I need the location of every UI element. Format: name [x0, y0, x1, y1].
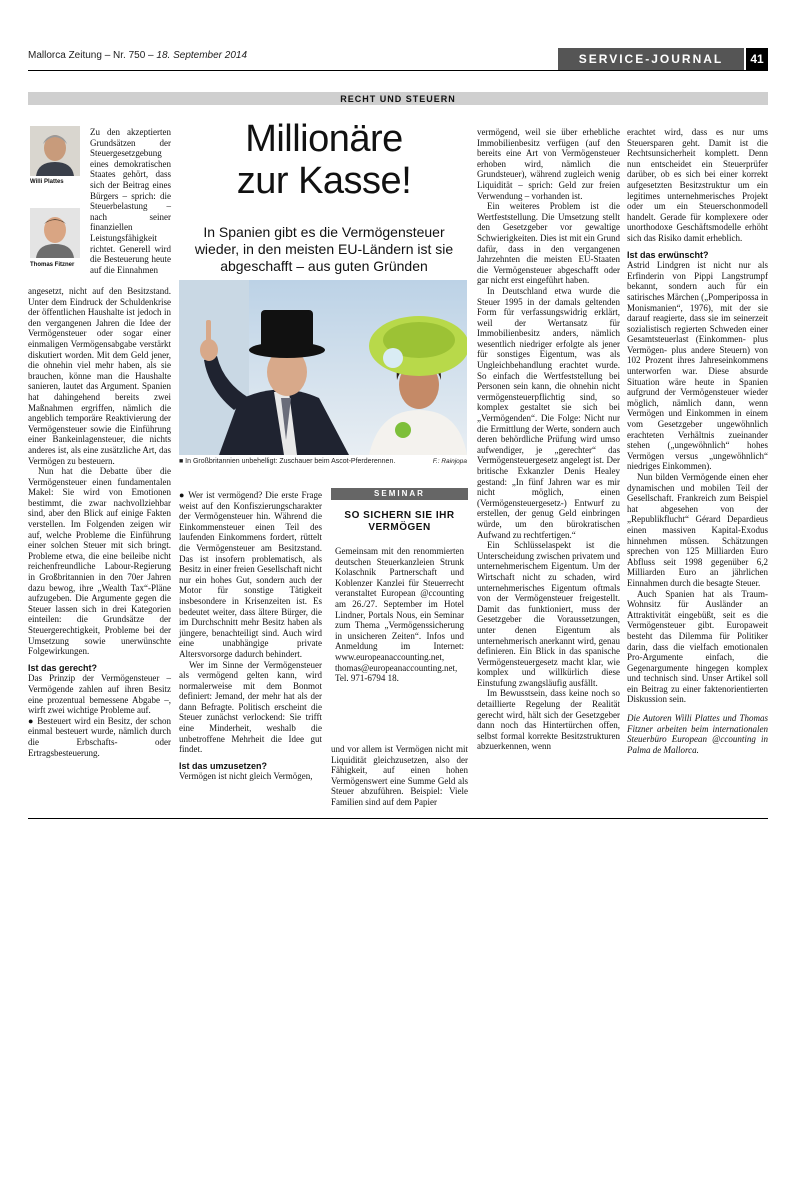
- col1-heading-gerecht: Ist das gerecht?: [28, 662, 98, 673]
- col4-p1: erachtet wird, dass es nur ums Steuersparen geht. Damit ist die Rechtsunsicherheit komplett. Denn nun entscheidet ein Steuerprüfer darüber, ob es sich bei einer korrekt aufgesetzten Besitzstruktur um ein legitimes unternehmerisches Projekt oder um ein Steuerschonmodell handelt. Gerade für komplexere oder unorthodoxe Geschäftsmodelle erhöht sich das Risiko damit erheblich.: [627, 127, 768, 243]
- seminar-heading: SEMINAR: [331, 488, 468, 500]
- author-name-plattes: Willi Plattes: [30, 179, 64, 185]
- caption-text: ■ In Großbritannien unbehelligt: Zuschauer beim Ascot-Pferderennen.: [179, 458, 396, 465]
- col1-intro-wide: angesetzt, nicht auf den Besitzstand. Unter dem Eindruck der Schuldenkrise der öffentlichen Haushalte ist jedoch in den vergangenen Jahren die Idee der Vermögensteuer oder sogar einer einmaligen Vermögensabgabe verstärkt diskutiert worden. Mit dem Geld jener, die ohnehin viel mehr haben, als sie brauchen, könne man die Haushalte sanieren, lautet das Argument. Spanien hat dahingehend bereits zwei Maßnahmen ergriffen, nämlich die angeblich temporäre Reaktivierung der Vermögensteuer sowie die Einführung einer Bankeinlagensteuer, die nichts anderes ist, als eine zusätzliche Art, das Vermögen zu besteuern.: [28, 286, 171, 466]
- section-tag: SERVICE-JOURNAL: [558, 48, 744, 70]
- col3-p1: vermögend, weil sie über erhebliche Immobilienbesitz verfügen (auf den bereits eine Art von Vermögensteuer erhoben wird, nämlich die Grundsteuer), während zugleich wenig Liquidität – sprich: Geld zur freien Verwendung – vorhanden ist.: [477, 127, 620, 201]
- article-photo: [179, 280, 467, 455]
- col1-intro-text: Zu den akzeptierten Grundsätzen der Steuergesetzgebung eines demokratischen Staates gehört, dass sich der Beitrag eines Bürgers – sprich: die Steuerbelastung – nach seiner finanziellen Leistungsfähigkeit richtet. Generell wird die Besteuerung heute auf die Einnahmen: [90, 127, 171, 275]
- rubric-bar: RECHT UND STEUERN: [28, 92, 768, 105]
- col4-p2: Astrid Lindgren ist nicht nur als Erfinderin von Pippi Langstrumpf bekannt, sondern auch für ein satirisches Märchen („Pomperipossa in Monismanien“, 1976), mit der sie darauf reagierte, dass sie im seinerzeit sozialistisch regierten Schweden einer Gesamtsteuerlast (Einkommen- plus Vermögen- plus andere Steuern) von 102 Prozent ihres Jahreseinkommens unterworfen war. Diese absurde Situation wäre heute in Spanien aufgrund der Vermögensteuer wieder möglich, nämlich dann, wenn Vermögen und Einkommen in einem vom Gesetzgeber ungewöhnlich erachteten Verhältnis zueinander stehen („ungewöhnlich“ hohes Vermögen versus „ungewöhnlich“ niedriges Einkommen).: [627, 260, 768, 472]
- photo-credit: F.: Rainjopa: [432, 458, 467, 465]
- author-photo-plattes: [30, 126, 80, 176]
- col1-intro-narrow: [90, 127, 171, 275]
- masthead-issue: Mallorca Zeitung – Nr. 750 –: [28, 50, 157, 61]
- headline-line-2: zur Kasse!: [236, 160, 412, 202]
- col1-body: [28, 286, 171, 758]
- masthead-date: 18. September 2014: [156, 50, 248, 61]
- bottom-divider: [28, 818, 768, 819]
- col3-bottom: [331, 744, 468, 808]
- author-photo-fitzner: [30, 208, 80, 258]
- author-note: Die Autoren Willi Plattes und Thomas Fitzner arbeiten beim internationalen Steuerbüro European @ccounting in Palma de Mallorca.: [627, 713, 768, 755]
- author-portrait-1: [30, 126, 80, 176]
- col2-p1: ● Wer ist vermögend? Die erste Frage weist auf den Konfiszierungscharakter der Vermögensteuer hin. Während die Einkommensteuer einen Teil des laufenden Einkommens fordert, rüttelt die Vermögensteuer am Besitzstand. Das ist insofern problematisch, als Besitz in einer freien Gesellschaft nicht nur ein hohes Gut, sondern auch der Motor für sonstige Tätigkeit insbesondere in Krisenzeiten ist. Es bedeutet weiter, dass ältere Bürger, die im Durchschnitt mehr Besitz haben als jüngere, benachteiligt sind. Auch wird eine unabhängige private Altersvorsorge dadurch behindert.: [179, 490, 322, 659]
- col2-heading-umsetzen: Ist das umzusetzen?: [179, 760, 268, 771]
- headline: [180, 118, 468, 202]
- col3-p3: In Deutschland etwa wurde die Steuer 1995 in der damals geltenden Form für verfassungswidrig erklärt, weil der Wertansatz für Immobilienbesitz anders, nämlich wesentlich niedriger erfolgte als jener für sonstiges Eigentum, was als Ungleichbehandlung erachtet wurde. So einfach die Wertfeststellung bei Personen sein kann, die ohnehin nicht vermögensteuerpflichtig sind, so komplex gestaltet sie sich bei „Vermögenden“. Die Folge: Nicht nur die Ermittlung der Werte, sondern auch deren behördliche Prüfung wird umso aufwendiger, je „gerechter“ das Vermögensteuergesetz angelegt ist. Der britische Exkanzler Denis Healey gestand: „In fünf Jahren war es mir nicht möglich, einen (Vermögensteuergesetz-) Entwurf zu erstellen, der genug Geld einbringen würde, um den bürokratischen Aufwand zu rechtfertigen.“: [477, 285, 620, 540]
- author-name-fitzner: Thomas Fitzner: [30, 262, 75, 268]
- seminar-box: [331, 488, 468, 710]
- col4-body: [627, 127, 768, 755]
- col4-p3: Nun bilden Vermögende einen eher dynamischen und mobilen Teil der Gesellschaft. Frankreich zum Beispiel hat abgesehen von der „Republikflucht“ Gérard Depardieus einen massiven Kapital-Exodus hinnehmen müssen. Schätzungen sprechen von 125 Milliarden Euro Abfluss seit 1998 gegenüber 6,2 Milliarden Euro an jährlichen Einnahmen durch die besagte Steuer.: [627, 472, 768, 588]
- col3-p4: Ein Schlüsselaspekt ist die Unterscheidung zwischen privatem und unternehmerischem Eigentum. Um der Wirtschaft nicht zu schaden, wird unternehmerisches Eigentum oftmals von der Vermögensteuer freigestellt. Damit das funktioniert, muss der Gesetzgeber die Voraussetzungen, unter denen Eigentum als unternehmerisch anerkannt wird, genau definieren. Ein Blick in das spanische Vermögensteuergesetz macht klar, wie komplex und willkürlich diese Einstufung zwangsläufig ausfällt.: [477, 540, 620, 688]
- top-divider: [28, 70, 768, 71]
- col3-bottom-text: und vor allem ist Vermögen nicht mit Liquidität gleichzusetzen, also der Fähigkeit, auf einen hohen Vermögenswert eine Summe Geld als Steuer abzuführen. Beispiel: Viele Familien sind auf dem Papier: [331, 744, 468, 807]
- headline-line-1: Millionäre: [245, 118, 403, 160]
- col2-p3: Vermögen ist nicht gleich Vermögen,: [179, 771, 313, 782]
- col4-heading-erwuenscht: Ist das erwünscht?: [627, 249, 709, 260]
- seminar-body: Gemeinsam mit den renommierten deutschen Steuerkanzleien Strunk Kolaschnik Partnerschaft und Koblenzer Kanzlei für Steuerrecht veranstaltet European @ccounting am 26./27. September im Hotel Lindner, Portals Nous, ein Seminar zum Thema „Vermögenssicherung in unsicheren Zeiten“. Infos und Anmeldung im Internet: www.europeanaccounting.net, thomas@europeanaccounting.net, Tel. 971-6794 18.: [335, 546, 464, 684]
- col1-p3: Das Prinzip der Vermögensteuer – Vermögende zahlen auf ihren Besitz eine prozentual bemessene Abgabe –, wirft zwei wichtige Probleme auf.: [28, 673, 171, 716]
- photo-caption: [179, 458, 467, 465]
- author-portrait-2: [30, 208, 80, 258]
- col3-p5: Im Bewusstsein, dass keine noch so detaillierte Regelung der Realität gerecht wird, hält sich der Gesetzgeber dann noch das Hintertürchen offen, selbst formal korrekte Besitzstrukturen abzuerkennen, wenn: [477, 688, 620, 752]
- col1-p4: ● Besteuert wird ein Besitz, der schon einmal besteuert wurde, nämlich durch die Erbschafts- oder Ertragsbesteuerung.: [28, 715, 171, 758]
- col2-p2: Wer im Sinne der Vermögensteuer als vermögend gelten kann, wird normalerweise mit dem Bonmot definiert: Jemand, der mehr hat als der dann Befragte. Politisch erscheint die Steuer zunächst verlockend: Sie trifft eine Minderheit, weshalb die unbetroffene Mehrheit die Idee gut findet.: [179, 659, 322, 755]
- ascot-photo: [179, 280, 467, 455]
- seminar-title: SO SICHERN SIE IHR VERMÖGEN: [344, 510, 455, 533]
- page-number: 41: [746, 48, 768, 70]
- col2-body: [179, 490, 322, 782]
- col4-p4: Auch Spanien hat als Traum-Wohnsitz für Ausländer an Attraktivität eingebüßt, seit es die Vermögensteuer gibt. Europaweit besteht das Dilemma für Politiker darin, dass die vielfach emotionalen Pro-Argumente einfach, die Gegenargumente hingegen komplex und technisch sind. Unser Artikel soll ein Beitrag zu einer faktenorientierten Diskussion sein.: [627, 588, 768, 705]
- subheadline: In Spanien gibt es die Vermögensteuer wieder, in den meisten EU-Ländern ist sie abgeschafft – aus guten Gründen: [194, 224, 454, 274]
- col1-p2: Nun hat die Debatte über die Vermögensteuer einen fundamentalen Makel: Sie wird von Emotionen bestimmt, die zwar nachvollziehbar sind, aber den Blick auf einige Fakten verstellen. Im Folgenden zeigen wir auf, welche Probleme die Einführung einer solchen Steuer mit sich bringt. Probleme etwa, die eine beileibe nicht reichenfreundliche Labour-Regierung in Großbritannien in den 70er Jahren dazu bewog, ihre „Wealth Tax“-Pläne aufzugeben. Die Argumente gegen die Steuer lassen sich in drei Kategorien einteilen: die Grundsätze der Steuergerechtigkeit, Probleme bei der Umsetzung sowie unerwünschte Folgewirkungen.: [28, 466, 171, 657]
- masthead-info: [28, 50, 247, 61]
- col3-p2: Ein weiteres Problem ist die Wertfeststellung. Die Umsetzung stellt den Gesetzgeber vor gewaltige Schwierigkeiten. Dies ist mit ein Grund dafür, dass in den vergangenen Jahrzehnten die meisten EU-Staaten die Vermögensteuer abgeschafft oder gar nicht erst eingeführt haben.: [477, 201, 620, 286]
- col3-body: [477, 127, 620, 752]
